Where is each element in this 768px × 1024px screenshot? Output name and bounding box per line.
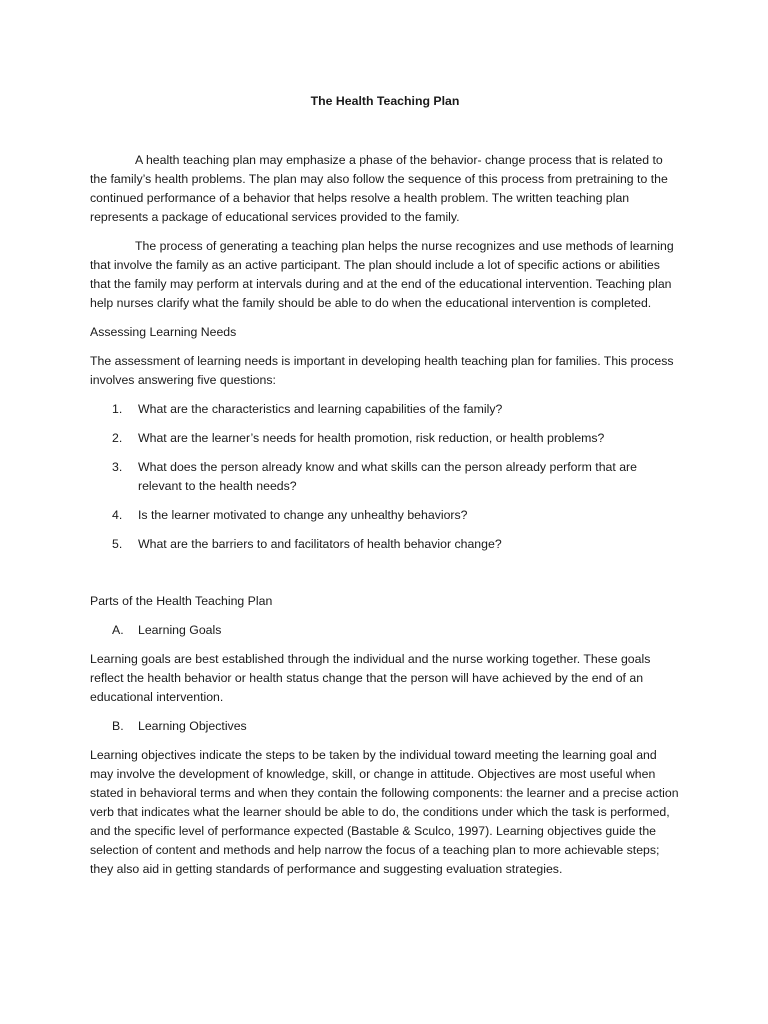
subheading-label: Learning Objectives bbox=[138, 719, 247, 733]
question-number: 5. bbox=[112, 537, 123, 551]
section-spacer bbox=[90, 564, 680, 592]
learning-goals-paragraph: Learning goals are best established through the individual and the nurse working together. These goals reflect the health behavior or health status change that the person will have achieved by the end of an educational intervention. bbox=[90, 652, 651, 704]
document-body bbox=[90, 92, 680, 879]
question-text: What are the characteristics and learning capabilities of the family? bbox=[138, 402, 503, 416]
question-number: 3. bbox=[112, 460, 123, 474]
question-item bbox=[90, 429, 680, 448]
intro-paragraph-2: The process of generating a teaching plan helps the nurse recognizes and use methods of learning that involve the family as an active participant. The plan should include a lot of specific actions or abilities that the family may perform at intervals during and at the end of the educational intervention. Teaching plan help nurses clarify what the family should be able to do when the educational intervention is completed. bbox=[90, 239, 674, 310]
question-number: 4. bbox=[112, 508, 123, 522]
intro-paragraph-1: A health teaching plan may emphasize a phase of the behavior- change process that is related to the family’s health problems. The plan may also follow the sequence of this process from pretraining to the continued performance of a behavior that helps resolve a health problem. The written teaching plan represents a package of educational services provided to the family. bbox=[90, 153, 668, 224]
question-text: What does the person already know and what skills can the person already perform that are relevant to the health needs? bbox=[138, 460, 637, 493]
learning-objectives-paragraph: Learning objectives indicate the steps to be taken by the individual toward meeting the learning goal and may involve the development of knowledge, skill, or change in attitude. Objectives are most useful when stated in behavioral terms and when they contain the following components: the learner and a precise action verb that indicates what the learner should be able to do, the conditions under which the task is performed, and the specific level of performance expected (Bastable & Sculco, 1997). Learning objectives guide the selection of content and methods and help narrow the focus of a teaching plan to more achievable steps; they also aid in getting standards of performance and suggesting evaluation strategies. bbox=[90, 748, 679, 876]
question-item bbox=[90, 400, 680, 419]
question-item bbox=[90, 506, 680, 525]
subheading-learning-objectives bbox=[90, 717, 680, 736]
document-title: The Health Teaching Plan bbox=[310, 94, 460, 108]
question-text: Is the learner motivated to change any unhealthy behaviors? bbox=[138, 508, 468, 522]
questions-list bbox=[90, 400, 680, 554]
question-number: 1. bbox=[112, 402, 123, 416]
subheading-letter: A. bbox=[112, 623, 124, 637]
question-item bbox=[90, 458, 680, 496]
subheading-label: Learning Goals bbox=[138, 623, 222, 637]
question-number: 2. bbox=[112, 431, 123, 445]
title-spacer bbox=[90, 111, 680, 151]
question-item bbox=[90, 535, 680, 554]
question-text: What are the learner’s needs for health promotion, risk reduction, or health problems? bbox=[138, 431, 605, 445]
section-intro-paragraph: The assessment of learning needs is important in developing health teaching plan for families. This process involves answering five questions: bbox=[90, 354, 674, 387]
section-heading-parts: Parts of the Health Teaching Plan bbox=[90, 594, 273, 608]
section-heading-assessing-learning-needs: Assessing Learning Needs bbox=[90, 325, 237, 339]
question-text: What are the barriers to and facilitators of health behavior change? bbox=[138, 537, 502, 551]
subheading-learning-goals bbox=[90, 621, 680, 640]
subheading-letter: B. bbox=[112, 719, 124, 733]
